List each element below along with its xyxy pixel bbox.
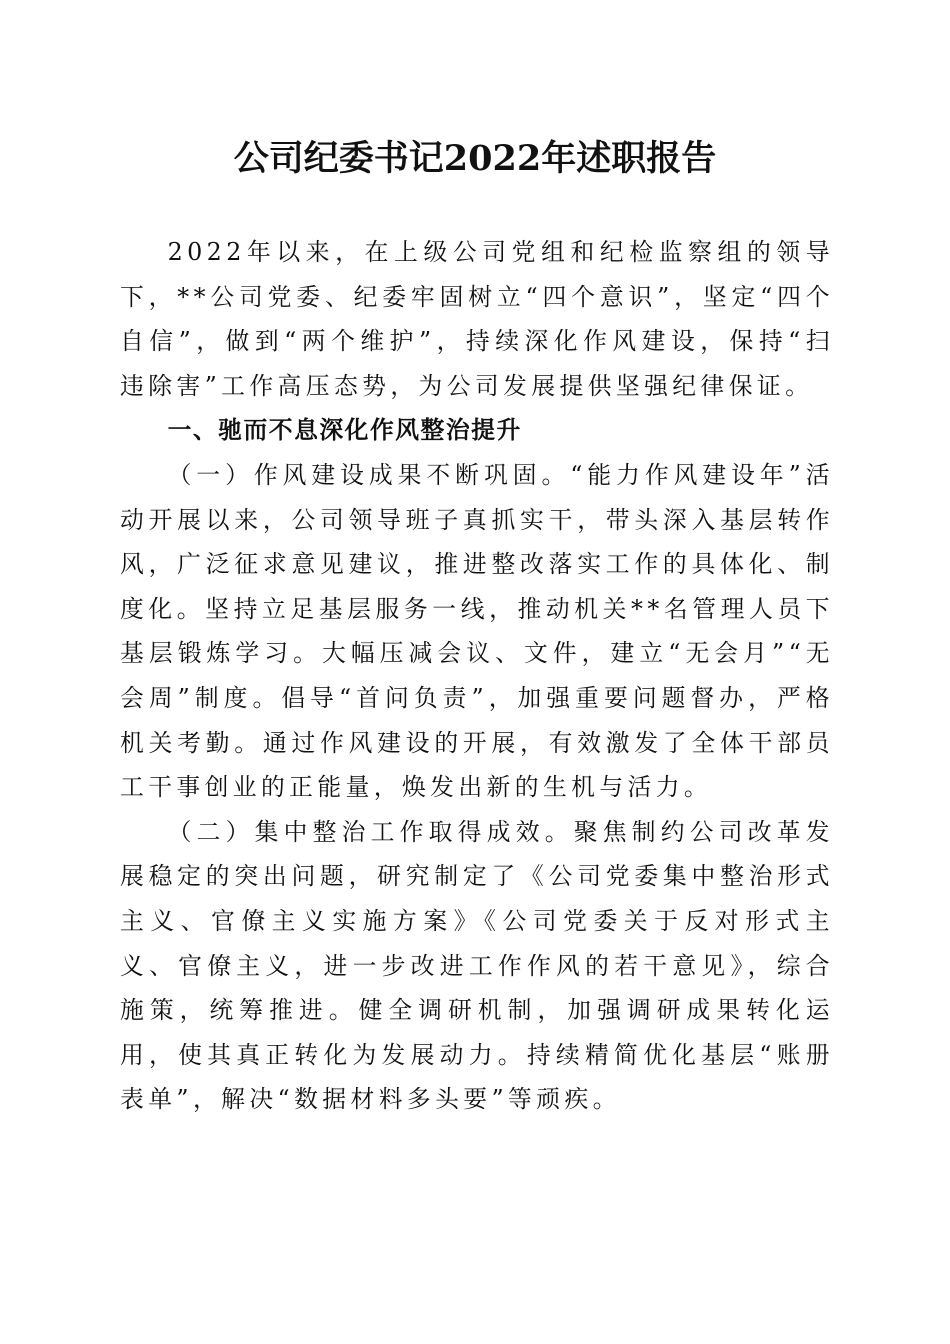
subsection-paragraph-2: （二）集中整治工作取得成效。聚焦制约公司改革发展稳定的突出问题，研究制定了《公司党委集中整治形式主义、官僚主义实施方案》《公司党委关于反对形式主义、官僚主义，进一步改进工作作风的若干意见》，综合施策，统筹推进。健全调研机制，加强调研成果转化运用，使其真正转化为发展动力。持续精简优化基层“账册表单”，解决“数据材料多头要”等顽疾。 xyxy=(120,817,834,1114)
intro-paragraph: 2022年以来，在上级公司党组和纪检监察组的领导下，**公司党委、纪委牢固树立“四个意识”，坚定“四个自信”，做到“两个维护”，持续深化作风建设，保持“扫违除害”工作高压态势，为公司发展提供坚强纪律保证。 xyxy=(120,238,834,400)
document-body xyxy=(120,230,834,1122)
subsection-paragraph-1: （一）作风建设成果不断巩固。“能力作风建设年”活动开展以来，公司领导班子真抓实干，带头深入基层转作风，广泛征求意见建议，推进整改落实工作的具体化、制度化。坚持立足基层服务一线，推动机关**名管理人员下基层锻炼学习。大幅压减会议、文件，建立“无会月”“无会周”制度。倡导“首问负责”，加强重要问题督办，严格机关考勤。通过作风建设的开展，有效激发了全体干部员工干事创业的正能量，焕发出新的生机与活力。 xyxy=(120,460,834,802)
section-heading-1: 一、驰而不息深化作风整治提升 xyxy=(167,416,522,445)
document-title: 公司纪委书记2022年述职报告 xyxy=(233,138,717,179)
